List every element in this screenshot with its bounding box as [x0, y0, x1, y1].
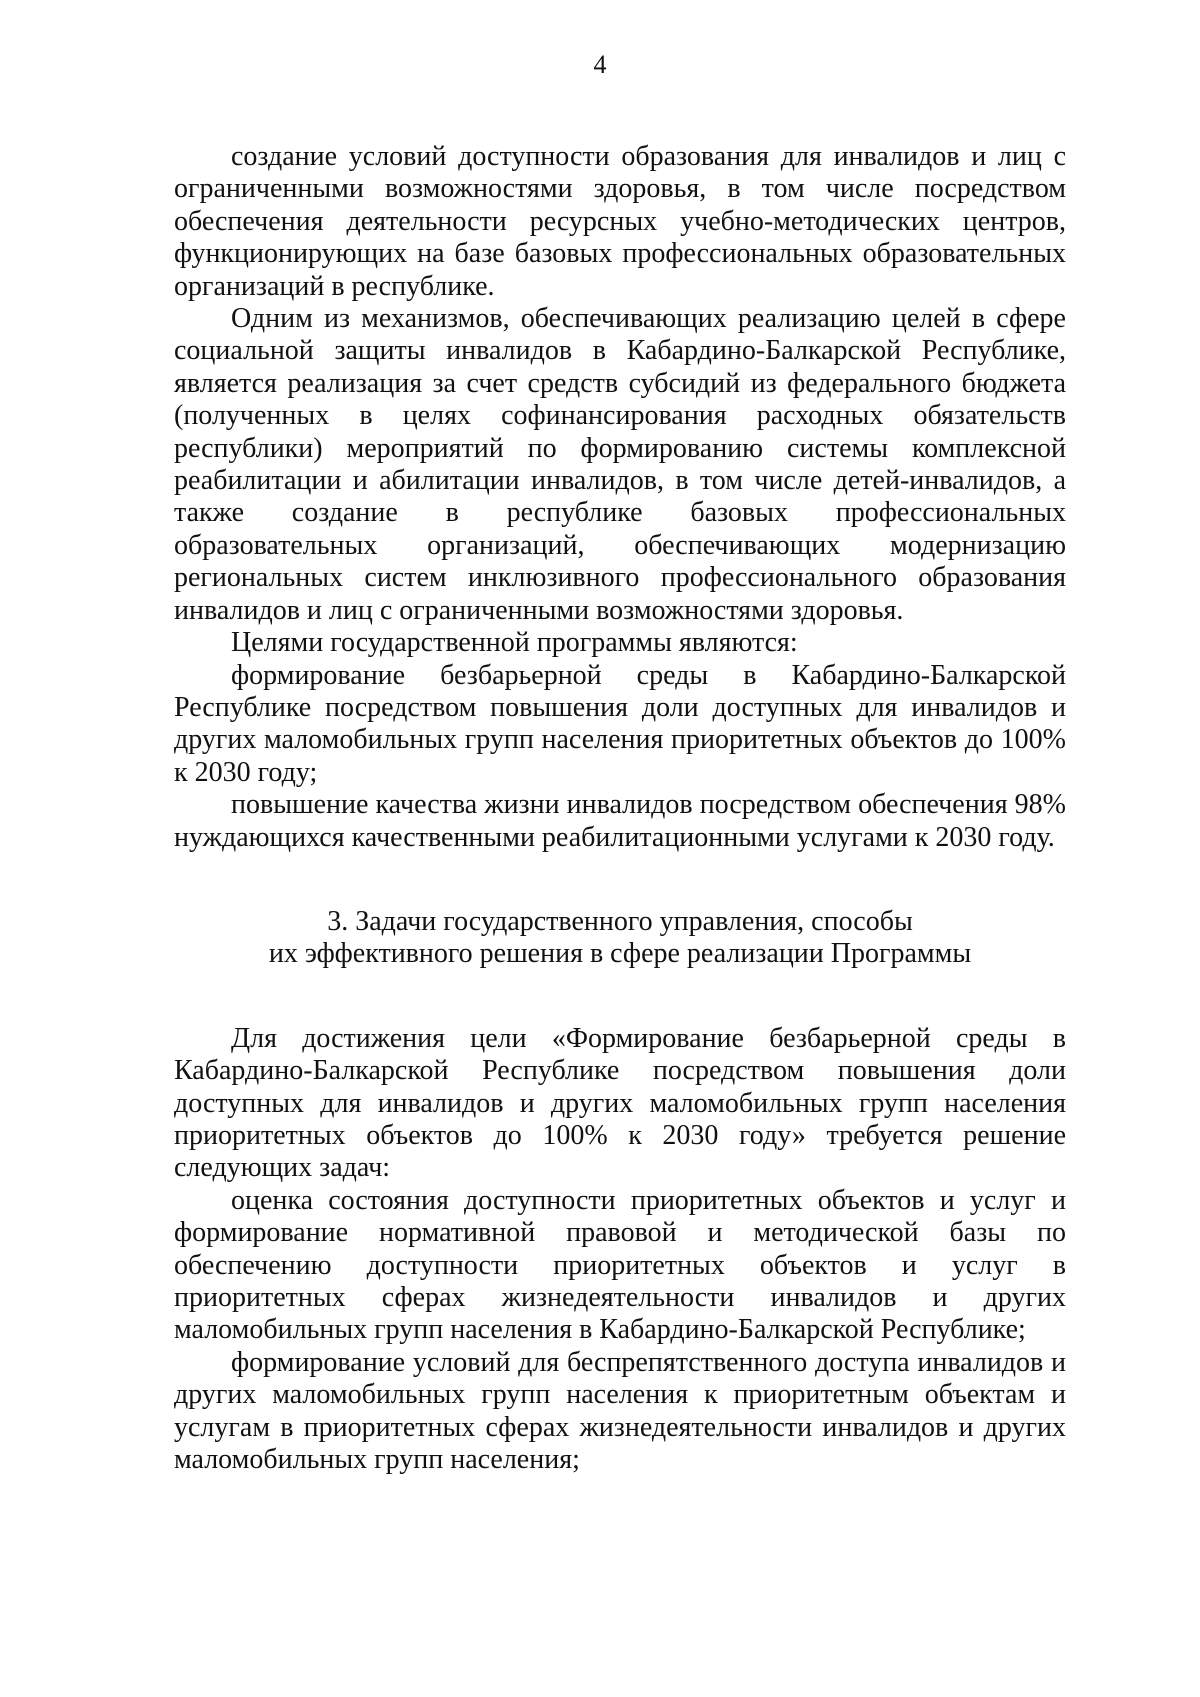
paragraph-education-access: создание условий доступности образования для инвалидов и лиц с ограниченными возможностями здоровья, в том числе посредством обеспечения деятельности ресурсных учебно-методических центров, функционирующих на базе базовых профессиональных образовательных организаций в республике.: [174, 141, 1066, 302]
paragraph-task-conditions: формирование условий для беспрепятственного доступа инвалидов и других маломобильных групп населения к приоритетным объектам и услугам в приоритетных сферах жизнедеятельности инвалидов и других маломобильных групп населения;: [174, 1346, 1066, 1476]
document-body: [174, 141, 1066, 1476]
section-heading: [174, 906, 1066, 971]
paragraph-task-assessment: оценка состояния доступности приоритетных объектов и услуг и формирование нормативной правовой и методической базы по обеспечению доступности приоритетных объектов и услуг в приоритетных сферах жизнедеятельности инвалидов и других маломобильных групп населения в Кабардино-Балкарской Республике;: [174, 1184, 1066, 1346]
paragraph-program-goals-intro: Целями государственной программы являются:: [231, 627, 798, 659]
page-number: 4: [593, 50, 607, 79]
paragraph-goal-quality-of-life: повышение качества жизни инвалидов посредством обеспечения 98% нуждающихся качественными реабилитационными услугами к 2030 году.: [174, 789, 1066, 853]
paragraph-goal-barrier-free: формирование безбарьерной среды в Кабардино-Балкарской Республике посредством повышения доли доступных для инвалидов и других маломобильных групп населения приоритетных объектов до 100% к 2030 году;: [174, 659, 1066, 788]
section-heading-line-2: их эффективного решения в сфере реализации Программы: [268, 938, 972, 970]
paragraph-mechanisms: Одним из механизмов, обеспечивающих реализацию целей в сфере социальной защиты инвалидов в Кабардино-Балкарской Республике, является реализация за счет средств субсидий из федерального бюджета (полученных в целях софинансирования расходных обязательств республики) мероприятий по формированию системы комплексной реабилитации и абилитации инвалидов, в том числе детей-инвалидов, а также создание в республике базовых профессиональных образовательных организаций, обеспечивающих модернизацию региональных систем инклюзивного профессионального образования инвалидов и лиц с ограниченными возможностями здоровья.: [174, 303, 1066, 626]
paragraph-tasks-intro: Для достижения цели «Формирование безбарьерной среды в Кабардино-Балкарской Республике посредством повышения доли доступных для инвалидов и других маломобильных групп населения приоритетных объектов до 100% к 2030 году» требуется решение следующих задач:: [174, 1022, 1066, 1184]
section-heading-line-1: 3. Задачи государственного управления, способы: [327, 905, 913, 937]
